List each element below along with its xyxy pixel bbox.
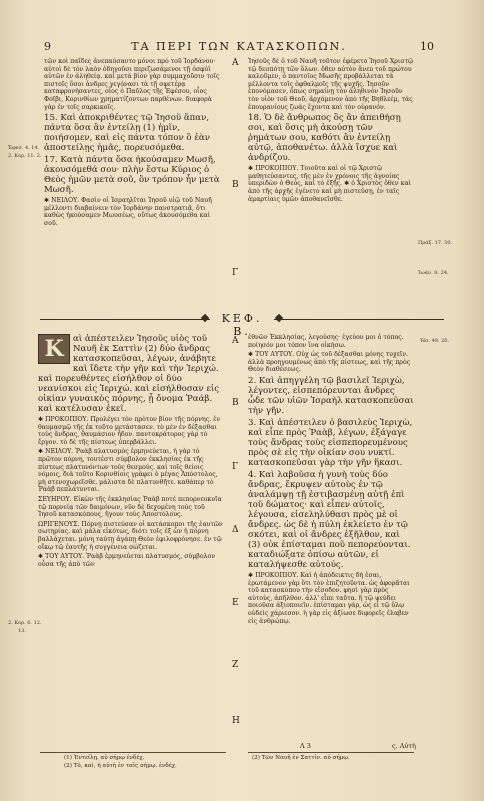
running-header [44,40,434,54]
section-letter-a: Α [232,336,239,346]
section-letter-b: Β [232,398,239,408]
chapter-label: ΚΕΦ. Β. [221,312,263,338]
commentary-paragraph: Ἰησοῦς δὲ ὁ τοῦ Ναυῆ τοῦτον ἐφέρετο Ἰησοῦ Χριστῷ τῷ δεσπότῃ τῶν ὅλων. ὅθεν αὐτὸν ἄνευ τοῦ πρώτου καλοῦμεν, ὁ παντοῖος Μωσῆς προβάλλεται τὰ μέλλοντα τοῖς ὀφθαλμοῖς τῆς ψυχῆς. Ἰησοῦν ἐπονόμασεν, ὅπως σημαίνῃ τὸν ἀληθινὸν Ἰησοῦν τὸν υἱὸν τοῦ Θεοῦ, ἀρχόμενον ἀπὸ τῆς Βηθλεέμ, τὰς ἐπουρανίους ζωὰς ἔχοντα καὶ τὸν οὐρανόν. [248,58,414,111]
section-letter-h: Η [232,716,240,726]
section-letter-a: Α [232,58,239,68]
lower-right-column [248,334,414,627]
scripture-verse: 3. Καὶ ἀπέστειλεν ὁ βασιλεὺς Ἱεριχὼ, καὶ εἶπε πρὸς Ῥαὰβ, λέγων, ἐξάγαγε τοὺς ἄνδρας τοὺς εἰσπεπορευμένους πρὸς σὲ εἰς τὴν οἰκίαν σου νυκτί. κατασκοπεῦσαι γὰρ τὴν γῆν ἥκασι. [248,417,413,468]
commentary-paragraph: τῶν κοὶ παῖδες ἀνεπαύσαντο μόνοι πρὸ τοῦ Ἰορδάνου· αὐτοὶ δὲ τὸν λαὸν ὁδηγοῦσι περιζωσάμενοι τῇ ὀσφύϊ αὐτῶν ἐν ἀληθείᾳ. καὶ μετὰ βίον γὰρ συμμαχοῦσιν τοῖς πιστοῖς ὅσοι ἀνδρες γεγόνασι τὰ τῇ σφετέρᾳ καταφρονήσαντες, οἷος ὁ Παῦλος τῆς Ἐφέσου, οἷος Φοῖβι, Κορινθίων χρηματίζοντων παρθένων. διαφορὰ γὰρ ἐν τοῖς σαρκικοῖς. [44,58,220,111]
margin-reference-4: Ἰωάν. 8. 24. [418,270,449,276]
footnote-rule-right [248,752,414,753]
page-number-left: 9 [44,40,51,53]
margin-reference-6: 13. [18,628,26,634]
section-letter-e: Ε [232,598,239,608]
scripture-verse: 4. Καὶ λαβοῦσα ἡ γυνὴ τοὺς δύο ἄνδρας, ἔκρυψεν αὐτοὺς ἐν τῷ ἀναλάμψῃ τῇ ἐστιβασμένῃ αὐτῇ ἐπὶ τοῦ δώματος· καὶ εἶπεν αὐτοῖς, λέγουσα, εἰσεληλύθασι πρὸς μὲ οἱ ἄνδρες. ὡς δὲ ἡ πύλη ἐκλείετο ἐν τῷ σκότει, καὶ οἱ ἄνδρες ἐξῆλθον, καὶ (3) οὐκ ἐπίσταμαι ποῦ πεπορεύονται. καταδιώξατε ὀπίσω αὐτῶν, εἰ καταλήψεσθε αὐτούς. [248,469,411,570]
commentary-paragraph: ✱ ΠΡΟΚΟΠΙΟΥ. Προλέγει τὸν πρὸτον βίον τῆς πόρνης. ἐν θαυμασμῷ τῆς ἐκ τοῦτο μετάστασεν. τὸ μὲν ἐν δέξασθαι τοὺς ἄνδρας, θαυμάσιον ἦδον. παντοκράτορος γὰρ τὸ ἔργον. τὸ δὲ τῆς πίστεως ὑπερβάλλει. [38,416,221,446]
commentary-paragraph: ✱ ΝΕΙΛΟΥ. Ῥαὰβ πλατυσμὸς ἑρμηνεύεται, ἡ γὰρ τὸ πρῶτον πόρνη, τουτέστι σύμβολον ἐκκλησίας ἐκ τῆς πίστεως πλατυνόντων τοὺς θεσμούς. καὶ τοῖς θείοις νόμοις, διὰ τοῦτο Κορινθίοις γράφει ὁ μέγας Ἀπόστολος, μὴ στενοχωρεῖσθε. μάλιστα δὲ πλατυνθῆτε. καθάπερ τὸ Ῥαὰβ πεπλάτυνται. [38,448,218,494]
section-letter-b: Β [232,180,239,190]
commentary-paragraph: ✱ ΠΡΟΚΟΠΙΟΥ. Τοιοῦτα καὶ οἱ τῷ Χριστῷ μαθητεύσαντες, τῆς μὲν ἐν χρόνοις τῆς ἀγνοίας ὑπεριδὼν ὁ Θεός, καὶ τὸ ἐξῆς. ✱ ὁ Χριστὸς ὅθεν καὶ ἀπὸ τῆς ἀρχῆς ἐγένετο καὶ μὴ πιστεύσῃ, ἐν ταῖς ἁμαρτίαις ὑμῶν ἀποθανεῖσθε. [248,165,412,203]
scripture-verse: 15. Καὶ ἀποκριθέντες τῷ Ἰησοῦ ἅπαν, πάντα ὅσα ἂν ἐντείλῃ (1) ἡμῖν, ποιήσομεν, καὶ εἰς πάντα τόπον ὃ ἐὰν ἀποστείλῃς ἡμᾶς, πορευσόμεθα. [44,113,210,154]
commentary-paragraph: ΣΕΥΗΡΟΥ. Εἰκὼν τῆς ἐκκλησίας Ῥαὰβ ποτὲ πεπορνευκυῖα τῷ πορνείᾳ τῶν δαιμόνων, νῦν δὲ δεχομένη τοὺς τοῦ Ἰησοῦ κατασκόπους, ἤγουν τοὺς Ἀποστόλους. [38,495,222,519]
margin-reference-3: Πράξ. 17. 30. [418,240,453,246]
scripture-verse: 2. Καὶ ἀπηγγέλη τῷ βασιλεῖ Ἱεριχὼ, λέγοντες, εἰσπεπόρευνται ἄνδρες ὧδε τῶν υἱῶν Ἰσραὴλ κατασκοπεῦσαι τὴν γῆν. [248,375,414,416]
ornamental-rule-right [274,319,444,320]
diamond-ornament [275,314,283,322]
footnote-rule-left [40,752,226,753]
commentary-paragraph: ✱ ΝΕΙΛΟΥ. Φασὶν οἱ Ἰσραηλῖται Ἰησοῦ υἱῷ τοῦ Ναυῆ μέλλοντι διαβαίνειν τὸν Ἰορδάνην πανστρατιᾷ, ὅτι καθὼς ἠκούσαμεν Μωυσέως, οὕτως ἀκουσόμεθα καὶ σοῦ. [44,197,212,227]
scripture-verse: Κ αὶ ἀπέστειλεν Ἰησοῦς υἱὸς τοῦ Ναυῆ ἐκ Σαττὶν (2) δύο ἄνδρας κατασκοπεῦσαι, λέγων, ἀνάβητε καὶ ἴδετε τὴν γῆν καὶ τὴν Ἱεριχώ. καὶ πορευθέντες εἰσήλθον οἱ δύο νεανίσκοι εἰς Ἱεριχώ. καὶ εἰσήλθοσαν εἰς οἰκίαν γυναικὸς πόρνης, ᾗ ὄνομα Ῥαάβ. καὶ κατέλυσαν ἐκεῖ. [38,334,220,414]
ornamental-rule-left [40,319,210,320]
commentary-paragraph: ✱ ΤΟΥ ΑΥΤΟΥ. Οὐχ ὡς τοῦ δέξασθαι μόνης τυχεῖν. ἀλλὰ προηγουμένως ἀπὸ τῆς πίστεως, καὶ τῆς πρὸς Θεὸν διαθέσεως. [248,351,411,374]
margin-reference-1: Ἐφεσ. 4. 14. [8,145,40,151]
commentary-paragraph: ✱ ΤΟΥ ΑΥΤΟΥ. Ῥαὰβ ἑρμηνεύεται πλατυσμός, σύμβολον οὖσα τῆς ἀπὸ τῶν [38,553,216,568]
section-letter-g: Γ [232,462,239,472]
section-letter-d: Δ [232,525,239,535]
page-number-right: 10 [420,40,434,53]
upper-left-column [44,58,224,230]
footnote: (2) Τό, καὶ, ἡ αὐτὴ ἐν ταῖς σήμῳ. ἐνδέχ. [64,763,177,769]
section-letter-g: Γ [232,268,239,278]
diamond-ornament [201,314,209,322]
footnote: (1) Ἐντείλῃ. αὐ σήμῳ ἐνδέχ. [64,755,145,761]
upper-right-column [248,58,414,205]
section-letter-z: Ζ [232,660,239,670]
commentary-paragraph: ✱ ΠΡΟΚΟΠΙΟΥ. Καὶ ἡ ἀπόδεικτις δὴ ἐσαι, ἐρωτάμενον γὰρ ὅτι τὸν ἐπιζητοῦντα. ὡς ἀφορᾶται τοῦ κατασκόπου τὴν εἴσοδον. φησὶ γὰρ πρὸς αὐτοὺς, ἀπῆλθον. ἀλλ' εἶπε ταῦτα. ἢ τῷ ψεύδει ποιοῦσα ἀξιοποιεῖν. ἐπίσταμαι γάρ, ὡς εἰ τῷ ὅλῳ οὐδεὶς χάριεσον. ἡ γὰρ εἰς ἀξίωσε διφορεῖς ἐλαβεν εἰς ἀνθρώπῳ. [248,571,410,625]
chapter-heading [40,312,444,338]
scripture-verse: 17. Κατὰ πάντα ὅσα ἠκούσαμεν Μωσῆ, ἀκουσόμεθά σου· πλὴν ἔστω Κύριος ὁ Θεὸς ἡμῶν μετὰ σοῦ, ὃν τρόπον ἦν μετὰ Μωσῆ. [44,155,220,196]
running-title: ΤΑ ΠΕΡΙ ΤΩΝ ΚΑΤΑΣΚΟΠΩΝ. [131,40,347,53]
commentary-paragraph: ΩΡΙΓΕΝΟΥΣ. Πόρνῃ πιστεύσαν οἱ κατάσκοποι τῆς ἑαυτῶν σωτηρίας. καὶ μάλα εἰκότως, διότι τοῖς ἐξ ὧν ἡ πόρνη βαλλάχεται. μόνη ταύτῃ ἀγάπῃ Θεὸν ἐφιλοφρόνησε. ἐν τῷ οἴκῳ τῷ ἐαυτῆς ἡ συγγένεια σώζεται. [38,520,223,551]
scripture-verse: 18. Ὁ δὲ ἄνθρωπος ὃς ἂν ἀπειθήσῃ σοι, καὶ ὅσις μὴ ἀκούσῃ τῶν ῥημάτων σου, καθότι ἂν ἐντείλῃ αὐτῷ, ἀποθανέτω. ἀλλὰ ἴσχυε καὶ ἀνδρίζου. [248,113,401,164]
catchword: ς. Αὐτὴ [392,742,416,750]
commentary-paragraph: ἐθνῶν Ἐκκλησίας, λεγούσης· ἐγεύου μοι ὁ τόπος. ποίησόν μοι τόπον ἵνα οἰκήσω. [248,334,404,349]
decorated-initial: Κ [38,334,70,364]
margin-reference-5: 2. Κορ. 6. 12. [8,620,42,626]
margin-reference-7: Ἠσ. 49. 20. [420,338,450,344]
margin-reference-2: 2. Κορ. 11. 2. [8,153,42,159]
footnote: (2) Τῶν Ναυῆ ἐν Σαττίν. αὐ σήμῳ. [252,755,350,761]
lower-left-column [38,334,224,570]
signature-mark: Λ 3 [300,742,311,750]
